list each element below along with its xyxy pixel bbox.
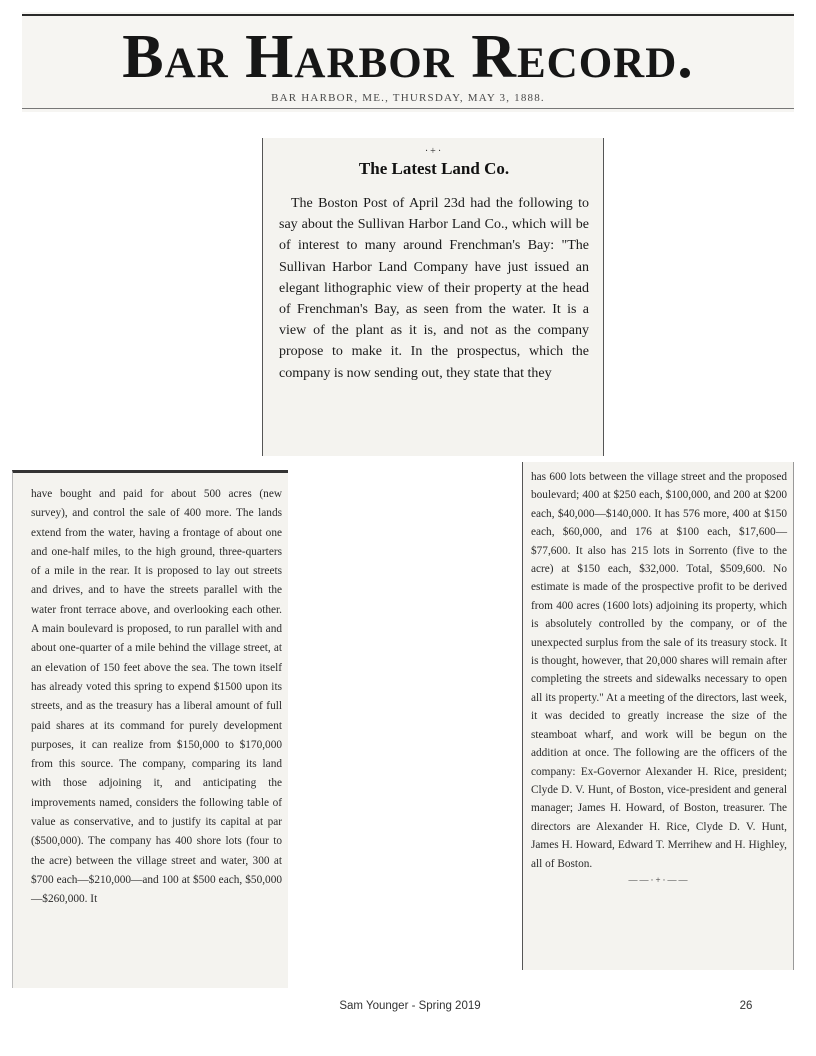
article-column-1-text: The Boston Post of April 23d had the following to say about the Sullivan Harbor Land Co., which will be of interest to many around Frenchman's Bay: "The Sullivan Harbor Land Company have just issued an elegant lithographic view of their property at the head of Frenchman's Bay, as seen from the water. It is a view of the plant as it is, and not as the company propose to make it. In the prospectus, which the company is now sending out, they state that they (279, 196, 589, 381)
article-headline: The Latest Land Co. (358, 159, 510, 178)
article-clipping-left (12, 470, 288, 988)
footer-author: Sam Younger - Spring 2019 (339, 1000, 481, 1012)
article-clipping-right (522, 462, 794, 970)
article-clipping-headline (262, 138, 604, 456)
page-number: 26 (739, 1000, 753, 1012)
article-column-3-text: has 600 lots between the village street and the proposed boulevard; 400 at $250 each, $100,000, and 200 at $200 each, $40,000—$140,000. It has 576 more, 400 at $150 each, $60,000, and 176 at $100 each, $17,600—$77,600. It also has 215 lots in Sorrento (five to the acre) at $150 each, $32,000. Total, $509,600. No estimate is made of the prospective profit to be derived from 400 acres (1600 lots) adjoining its property, which is absolutely controlled by the company, or of the unexpected surplus from the sale of its treasury stock. It is thought, however, that 20,000 shares will remain after completing the streets and sidewalks necessary to open all its property." At a meeting of the directors, last week, it was decided to greatly increase the size of the steamboat wharf, and work will be begun on the addition at once. The following are the officers of the company: Ex-Governor Alexander H. Rice, president; Clyde D. V. Hunt, of Boston, vice-president and general manager; James H. Howard, of Boston, treasurer. The directors are Alexander H. Rice, Clyde D. V. Hunt, James H. Howard, Edward T. Merrihew and H. Highley, all of Boston. (531, 471, 787, 870)
newspaper-title: Bar Harbor Record. (122, 23, 694, 91)
dateline: BAR HARBOR, ME., THURSDAY, MAY 3, 1888. (271, 92, 545, 104)
article-column-2-text: have bought and paid for about 500 acres (new survey), and control the sale of 400 more. The lands extend from the water, having a frontage of about one and one-half miles, to the high ground, three-quarters of a mile in the rear. It is proposed to lay out streets and drives, and to have the streets parallel with the water front terrace above, and overlooking each other. A main boulevard is proposed, to run parallel with and about one-quarter of a mile behind the village street, at an elevation of 150 feet above the sea. The town itself has already voted this spring to expend $1500 upon its streets, and as the treasury has a liberal amount of full paid shares at its command for purely development purposes, it can realize from $150,000 to $170,000 from this source. The company, comparing its land with those adjoining it, and anticipating the improvements named, considers the following table of value as conservative, and to justify its capital at par ($500,000). The company has 400 shore lots (four to the acre) between the village street and water, 300 at $700 each—$210,000—and 100 at $500 each, $50,000—$260,000. It (31, 488, 282, 906)
masthead-bottom-rule (22, 108, 794, 109)
newspaper-masthead (22, 12, 794, 112)
end-ornament: ——·+·—— (628, 874, 690, 885)
masthead-top-rule (22, 14, 794, 16)
ornament-divider: ·+· (424, 146, 444, 157)
